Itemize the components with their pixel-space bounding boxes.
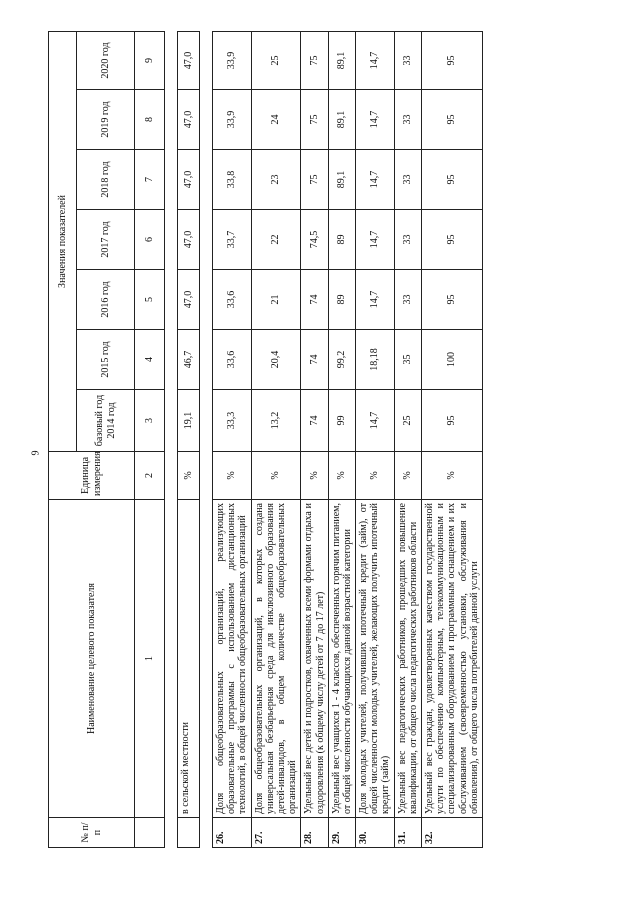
- row-value: 14,7: [356, 150, 395, 210]
- row-value: 14,7: [356, 270, 395, 330]
- row-unit: %: [328, 452, 355, 500]
- table-row: [422, 31, 483, 847]
- row-name: Удельный вес граждан, удовлетворенных качеством государственной услуги по обеспечению компьютерным, телекоммуникационным и специализированным оборудованием и программным оснащением и их обслуживанием (своевременностью установки, обслуживания и обновления), от общего числа потребителей данной услуги: [422, 500, 483, 818]
- row-value: 33,3: [213, 390, 252, 452]
- row-value: 33: [394, 210, 421, 270]
- column-number: 1: [135, 500, 165, 818]
- row-value: 74: [301, 270, 328, 330]
- row-value: 47,0: [178, 150, 200, 210]
- row-value: 99: [328, 390, 355, 452]
- row-value: 74,5: [301, 210, 328, 270]
- header-year: 2018 год: [77, 150, 135, 210]
- column-number: 5: [135, 270, 165, 330]
- row-value: 46,7: [178, 330, 200, 390]
- row-number: 28.: [301, 818, 328, 848]
- column-number: 2: [135, 452, 165, 500]
- row-value: 74: [301, 330, 328, 390]
- row-value: 24: [251, 90, 301, 150]
- header-unit: Единица измерения: [49, 452, 135, 500]
- row-value: 99,2: [328, 330, 355, 390]
- row-value: 35: [394, 330, 421, 390]
- row-value: 33,7: [213, 210, 252, 270]
- table-body: [165, 31, 483, 847]
- column-number: 4: [135, 330, 165, 390]
- row-value: 33,6: [213, 270, 252, 330]
- row-number: [178, 818, 200, 848]
- row-value: 75: [301, 150, 328, 210]
- row-value: 33,9: [213, 31, 252, 89]
- row-value: 95: [422, 90, 483, 150]
- row-value: 33: [394, 270, 421, 330]
- row-value: 19,1: [178, 390, 200, 452]
- numbering-row: [135, 31, 165, 847]
- table-header: [49, 31, 165, 847]
- row-value: 33: [394, 90, 421, 150]
- row-value: 33,9: [213, 90, 252, 150]
- row-value: 89,1: [328, 31, 355, 89]
- table-gap: [165, 31, 178, 847]
- row-unit: %: [422, 452, 483, 500]
- row-value: 33,8: [213, 150, 252, 210]
- table-row: [178, 31, 200, 847]
- header-values-group: Значения показателей: [49, 31, 77, 451]
- row-unit: %: [213, 452, 252, 500]
- row-value: 95: [422, 150, 483, 210]
- row-unit: %: [178, 452, 200, 500]
- row-number: 32.: [422, 818, 483, 848]
- column-number: 3: [135, 390, 165, 452]
- row-value: 75: [301, 31, 328, 89]
- table-row: [251, 31, 301, 847]
- row-value: 89,1: [328, 90, 355, 150]
- table-row: [394, 31, 421, 847]
- row-value: 23: [251, 150, 301, 210]
- row-unit: %: [301, 452, 328, 500]
- column-number: 7: [135, 150, 165, 210]
- row-number: 30.: [356, 818, 395, 848]
- header-year: 2017 год: [77, 210, 135, 270]
- row-value: 14,7: [356, 210, 395, 270]
- row-value: 95: [422, 31, 483, 89]
- row-name: Доля общеобразовательных организаций, реализующих образовательные программы с использованием дистанционных технологий, в общей численности общеобразовательных организаций: [213, 500, 252, 818]
- row-value: 47,0: [178, 31, 200, 89]
- row-name: Доля общеобразовательных организаций, в которых создана универсальная безбарьерная среда для инклюзивного образования детей-инвалидов, в общем количестве общеобразовательных организаций: [251, 500, 301, 818]
- column-number: [135, 818, 165, 848]
- row-value: 47,0: [178, 210, 200, 270]
- row-name: Доля молодых учителей, получивших ипотечный кредит (займ), от общей численности молодых учителей, желающих получить ипотечный кредит (займ): [356, 500, 395, 818]
- row-value: 100: [422, 330, 483, 390]
- row-value: 95: [422, 210, 483, 270]
- column-number: 8: [135, 90, 165, 150]
- row-value: 89,1: [328, 150, 355, 210]
- table-row: [213, 31, 252, 847]
- row-value: 25: [394, 390, 421, 452]
- row-value: 89: [328, 270, 355, 330]
- table-row: [328, 31, 355, 847]
- header-year: базовый год 2014 год: [77, 390, 135, 452]
- row-value: 21: [251, 270, 301, 330]
- header-year: 2015 год: [77, 330, 135, 390]
- row-value: 13,2: [251, 390, 301, 452]
- table-row: [356, 31, 395, 847]
- row-number: 27.: [251, 818, 301, 848]
- header-year: 2019 год: [77, 90, 135, 150]
- row-value: 95: [422, 270, 483, 330]
- rotated-page: [48, 32, 598, 848]
- row-unit: %: [356, 452, 395, 500]
- row-name: Удельный вес детей и подростков, охваченных всеми формами отдыха и оздоровления (к общему числу детей от 7 до 17 лет): [301, 500, 328, 818]
- table-gap: [200, 31, 213, 847]
- header-no: № п/п: [49, 818, 135, 848]
- header-year: 2016 год: [77, 270, 135, 330]
- row-value: 14,7: [356, 31, 395, 89]
- row-name: Удельный вес педагогических работников, прошедших повышение квалификации, от общего числа педагогических работников области: [394, 500, 421, 818]
- row-name: в сельской местности: [178, 500, 200, 818]
- row-value: 47,0: [178, 90, 200, 150]
- row-unit: %: [394, 452, 421, 500]
- row-number: 26.: [213, 818, 252, 848]
- row-name: Удельный вес учащихся 1 - 4 классов, обеспеченных горячим питанием, от общей численности обучающихся данной возрастной категории: [328, 500, 355, 818]
- row-value: 25: [251, 31, 301, 89]
- row-value: 95: [422, 390, 483, 452]
- row-number: 31.: [394, 818, 421, 848]
- row-value: 22: [251, 210, 301, 270]
- table-row: [301, 31, 328, 847]
- indicators-table: [48, 31, 483, 848]
- header-year: 2020 год: [77, 31, 135, 89]
- row-value: 74: [301, 390, 328, 452]
- header-name: Наименование целевого показателя: [49, 500, 135, 818]
- row-value: 33,6: [213, 330, 252, 390]
- page-number: 9: [30, 450, 42, 456]
- column-number: 6: [135, 210, 165, 270]
- column-number: 9: [135, 31, 165, 89]
- row-value: 33: [394, 150, 421, 210]
- row-value: 20,4: [251, 330, 301, 390]
- row-number: 29.: [328, 818, 355, 848]
- row-value: 75: [301, 90, 328, 150]
- row-value: 14,7: [356, 390, 395, 452]
- row-value: 18,18: [356, 330, 395, 390]
- row-unit: %: [251, 452, 301, 500]
- row-value: 33: [394, 31, 421, 89]
- row-value: 89: [328, 210, 355, 270]
- row-value: 14,7: [356, 90, 395, 150]
- row-value: 47,0: [178, 270, 200, 330]
